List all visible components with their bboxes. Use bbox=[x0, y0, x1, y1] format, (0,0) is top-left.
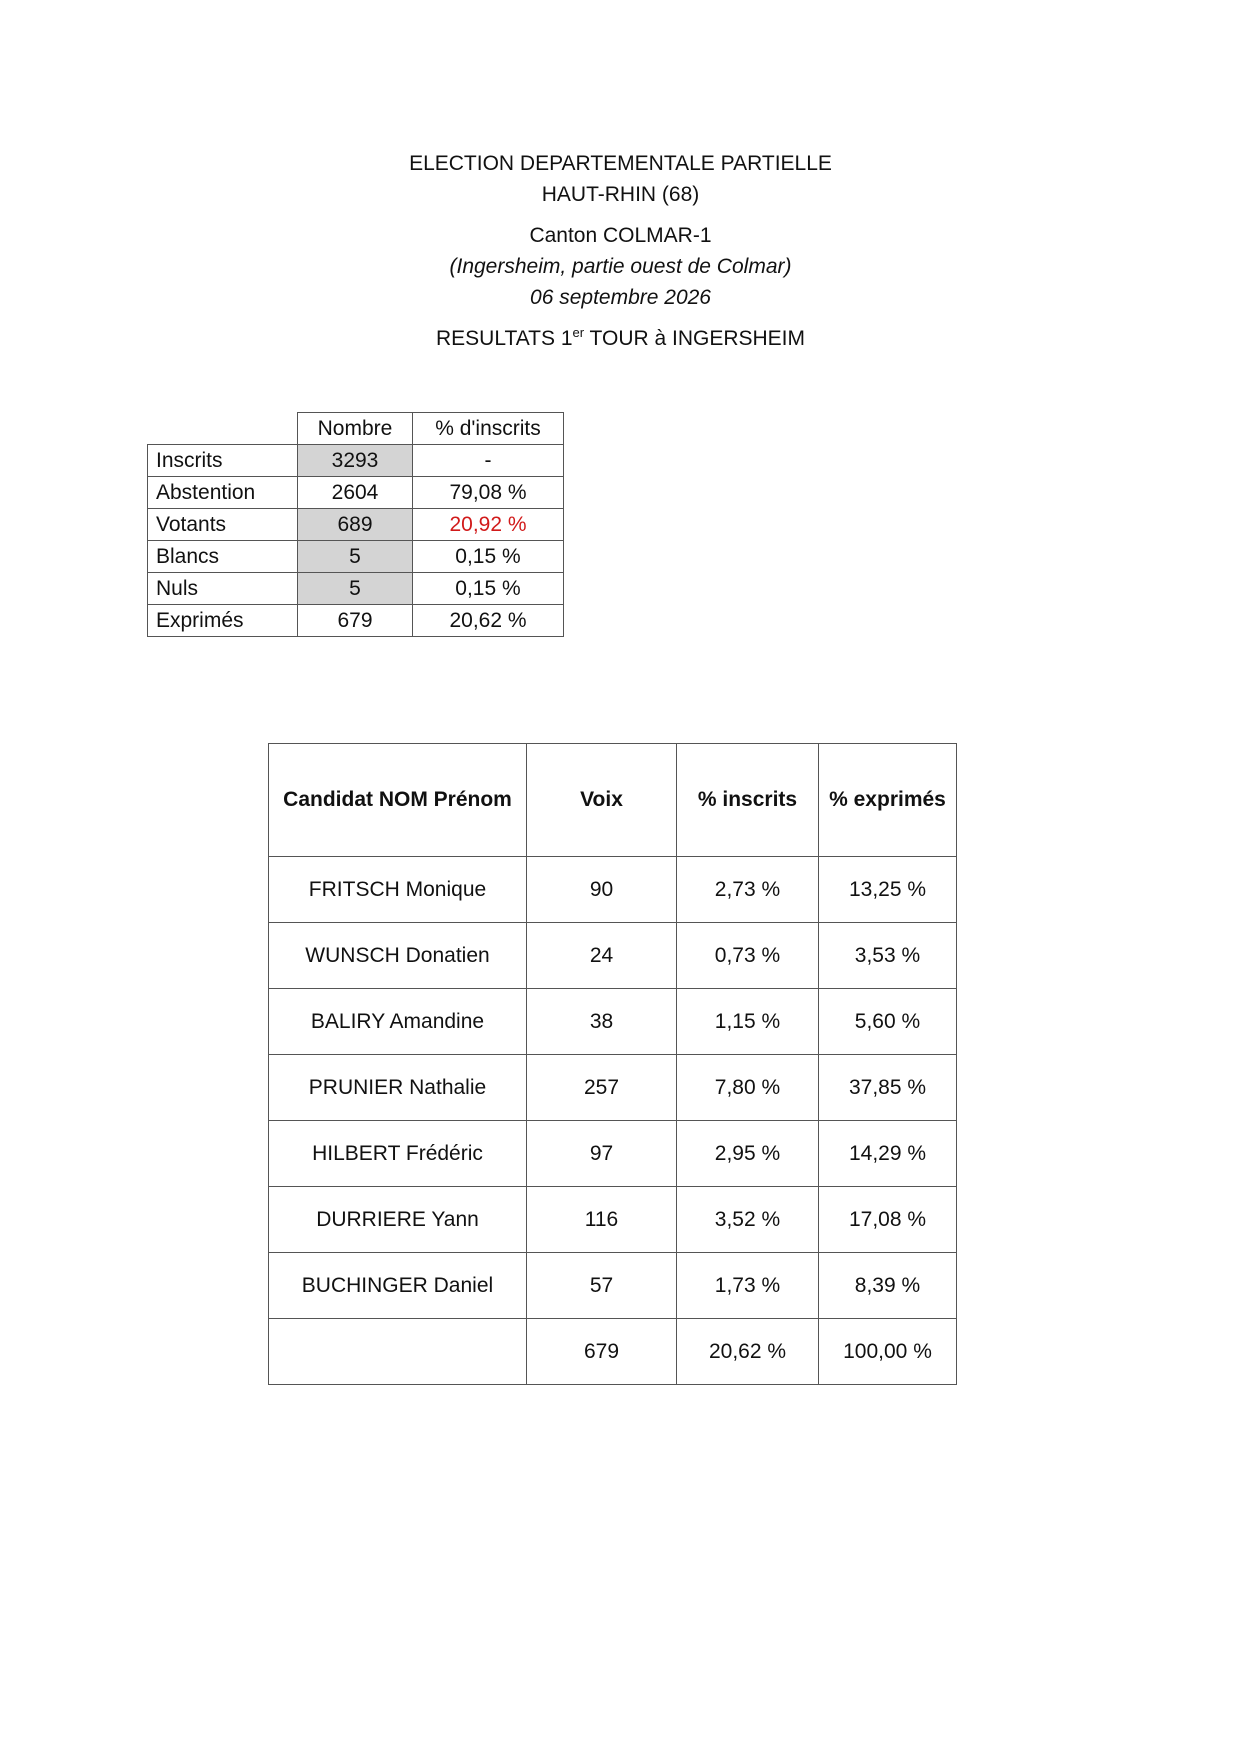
row-label: Exprimés bbox=[148, 605, 298, 637]
candidate-row bbox=[269, 1187, 957, 1253]
row-label: Blancs bbox=[148, 541, 298, 573]
candidates-table bbox=[268, 743, 957, 1385]
candidates-header-row bbox=[269, 744, 957, 857]
header-candidat: Candidat NOM Prénom bbox=[269, 744, 527, 857]
header-pct-inscrits: % d'inscrits bbox=[413, 413, 564, 445]
header-pct-inscrits: % inscrits bbox=[677, 744, 819, 857]
header-nombre: Nombre bbox=[298, 413, 413, 445]
candidate-pct-exprimes: 5,60 % bbox=[819, 989, 957, 1055]
row-blancs bbox=[148, 541, 564, 573]
total-pct-inscrits: 20,62 % bbox=[677, 1319, 819, 1385]
candidate-pct-inscrits: 1,15 % bbox=[677, 989, 819, 1055]
row-nombre: 3293 bbox=[298, 445, 413, 477]
election-title: ELECTION DEPARTEMENTALE PARTIELLE bbox=[409, 152, 832, 175]
candidate-pct-inscrits: 1,73 % bbox=[677, 1253, 819, 1319]
header-pct-exprimes: % exprimés bbox=[819, 744, 957, 857]
candidate-row bbox=[269, 923, 957, 989]
department: HAUT-RHIN (68) bbox=[541, 183, 700, 206]
row-label: Votants bbox=[148, 509, 298, 541]
candidate-row bbox=[269, 989, 957, 1055]
candidate-voix: 38 bbox=[527, 989, 677, 1055]
candidate-name: PRUNIER Nathalie bbox=[269, 1055, 527, 1121]
row-label: Nuls bbox=[148, 573, 298, 605]
row-pct: 0,15 % bbox=[413, 541, 564, 573]
total-voix: 679 bbox=[527, 1319, 677, 1385]
row-nuls bbox=[148, 573, 564, 605]
row-exprimes bbox=[148, 605, 564, 637]
row-label: Abstention bbox=[148, 477, 298, 509]
candidate-pct-inscrits: 2,95 % bbox=[677, 1121, 819, 1187]
empty-header-cell bbox=[148, 413, 298, 445]
canton-name: Canton COLMAR-1 bbox=[529, 224, 712, 247]
candidate-voix: 24 bbox=[527, 923, 677, 989]
candidate-pct-inscrits: 0,73 % bbox=[677, 923, 819, 989]
candidate-name: BUCHINGER Daniel bbox=[269, 1253, 527, 1319]
total-row bbox=[269, 1319, 957, 1385]
row-pct: 79,08 % bbox=[413, 477, 564, 509]
candidate-pct-exprimes: 17,08 % bbox=[819, 1187, 957, 1253]
election-date: 06 septembre 2026 bbox=[530, 286, 711, 309]
row-abstention bbox=[148, 477, 564, 509]
total-pct-exprimes: 100,00 % bbox=[819, 1319, 957, 1385]
candidate-pct-inscrits: 7,80 % bbox=[677, 1055, 819, 1121]
candidate-voix: 257 bbox=[527, 1055, 677, 1121]
candidate-pct-inscrits: 2,73 % bbox=[677, 857, 819, 923]
candidate-voix: 97 bbox=[527, 1121, 677, 1187]
row-votants bbox=[148, 509, 564, 541]
canton-communes: (Ingersheim, partie ouest de Colmar) bbox=[449, 255, 792, 278]
candidate-name: FRITSCH Monique bbox=[269, 857, 527, 923]
candidate-voix: 90 bbox=[527, 857, 677, 923]
row-nombre: 2604 bbox=[298, 477, 413, 509]
row-pct-highlight: 20,92 % bbox=[413, 509, 564, 541]
row-pct: - bbox=[413, 445, 564, 477]
row-nombre: 689 bbox=[298, 509, 413, 541]
participation-header-row bbox=[148, 413, 564, 445]
candidate-name: DURRIERE Yann bbox=[269, 1187, 527, 1253]
participation-table bbox=[147, 412, 564, 637]
candidate-pct-exprimes: 14,29 % bbox=[819, 1121, 957, 1187]
candidate-pct-exprimes: 8,39 % bbox=[819, 1253, 957, 1319]
row-nombre: 5 bbox=[298, 541, 413, 573]
candidate-row bbox=[269, 1121, 957, 1187]
candidate-row bbox=[269, 857, 957, 923]
candidate-voix: 116 bbox=[527, 1187, 677, 1253]
row-pct: 20,62 % bbox=[413, 605, 564, 637]
row-pct: 0,15 % bbox=[413, 573, 564, 605]
row-inscrits bbox=[148, 445, 564, 477]
candidate-row bbox=[269, 1253, 957, 1319]
candidate-pct-exprimes: 3,53 % bbox=[819, 923, 957, 989]
candidate-pct-exprimes: 37,85 % bbox=[819, 1055, 957, 1121]
candidate-pct-inscrits: 3,52 % bbox=[677, 1187, 819, 1253]
results-title: RESULTATS 1er TOUR à INGERSHEIM bbox=[435, 325, 806, 350]
total-name bbox=[269, 1319, 527, 1385]
document-header bbox=[0, 148, 1241, 354]
candidate-pct-exprimes: 13,25 % bbox=[819, 857, 957, 923]
row-nombre: 5 bbox=[298, 573, 413, 605]
candidate-name: WUNSCH Donatien bbox=[269, 923, 527, 989]
row-label: Inscrits bbox=[148, 445, 298, 477]
row-nombre: 679 bbox=[298, 605, 413, 637]
candidate-name: HILBERT Frédéric bbox=[269, 1121, 527, 1187]
candidate-voix: 57 bbox=[527, 1253, 677, 1319]
candidate-row bbox=[269, 1055, 957, 1121]
candidate-name: BALIRY Amandine bbox=[269, 989, 527, 1055]
header-voix: Voix bbox=[527, 744, 677, 857]
